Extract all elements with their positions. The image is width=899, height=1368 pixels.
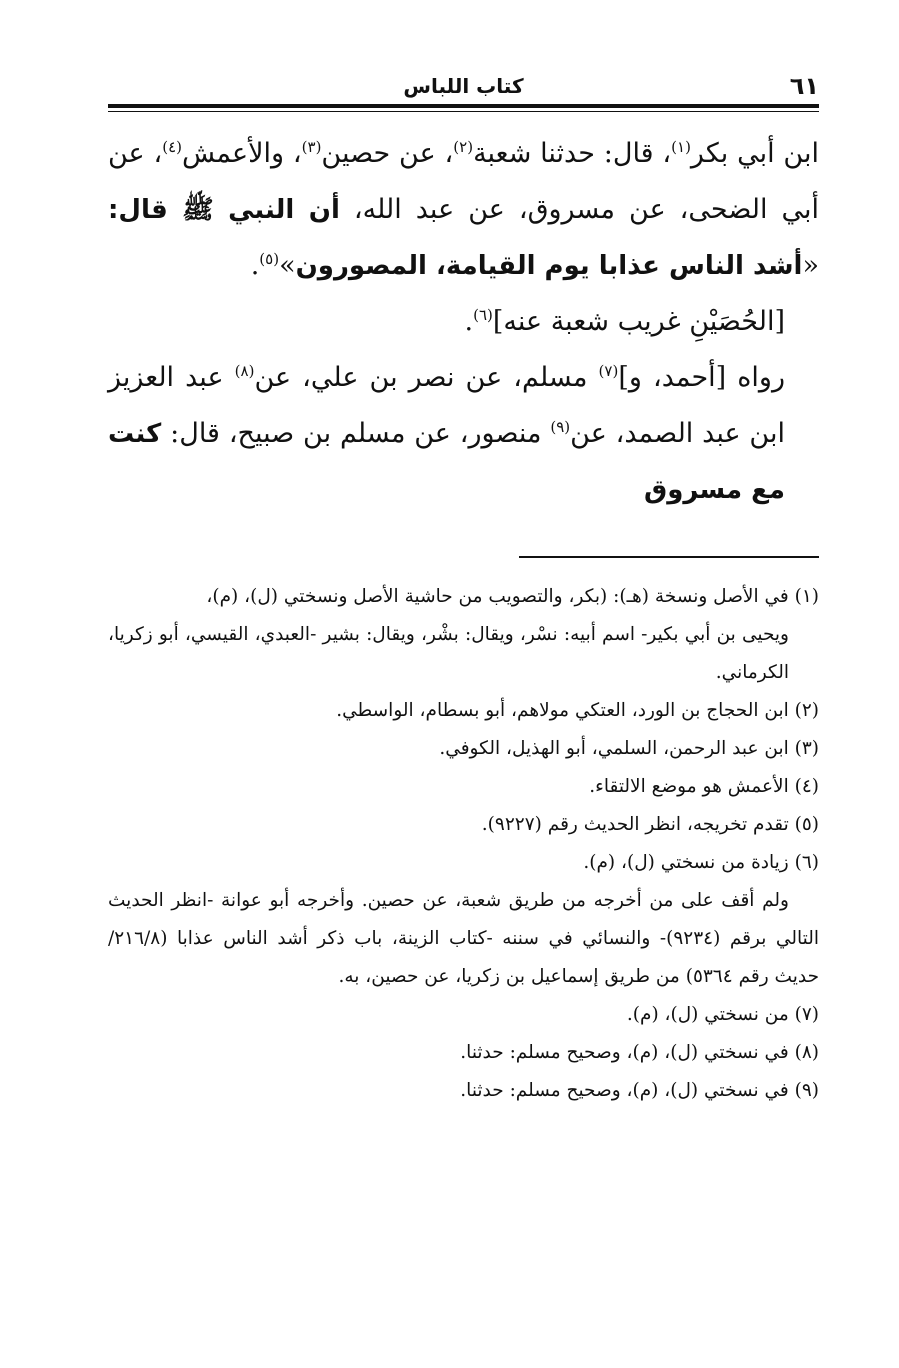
text-run: » <box>279 250 296 281</box>
footnote-8: (٨) في نسختي (ل)، (م)، وصحيح مسلم: حدثنا. <box>460 1042 819 1063</box>
text-run: [الحُصَيْنِ غريب شعبة عنه] <box>492 306 785 337</box>
hadith-paragraph <box>108 126 819 294</box>
text-run: عبد العزيز ابن عبد الصمد، عن <box>108 362 785 449</box>
text-run: رواه [أحمد، و] <box>618 362 785 393</box>
bold-phrase: أن النبي ﷺ قال: <box>108 195 340 225</box>
running-title: كتاب اللباس <box>403 74 524 98</box>
text-run: « <box>802 250 819 281</box>
page-header <box>108 72 819 102</box>
text-run: ، عن حصين <box>321 138 454 169</box>
footnote-ref-3[interactable]: (٣) <box>301 138 322 156</box>
text-run: منصور، عن مسلم بن صبيح، قال: <box>161 418 551 449</box>
footnote-7: (٧) من نسختي (ل)، (م). <box>626 1004 819 1025</box>
footnote-5: (٥) تقدم تخريجه، انظر الحديث رقم (٩٢٢٧). <box>481 814 819 835</box>
footnote-ref-6[interactable]: (٦) <box>473 306 493 324</box>
text-run: ابن أبي بكر <box>690 138 819 169</box>
footnote-2: (٢) ابن الحجاج بن الورد، العتكي مولاهم، أبو بسطام، الواسطي. <box>336 700 819 721</box>
main-text <box>108 126 819 518</box>
footnote-ref-4[interactable]: (٤) <box>162 138 182 156</box>
text-run: ، عن أبي الضحى، عن مسروق، عن عبد الله، <box>108 138 819 225</box>
footnotes <box>108 578 819 1110</box>
footnote-1: (١) في الأصل ونسخة (هـ): (بكر، والتصويب من حاشية الأصل ونسختي (ل)، (م)، <box>206 586 819 607</box>
text-run: . <box>250 250 260 281</box>
footnote-separator <box>519 556 819 558</box>
bold-phrase: كنت مع مسروق <box>108 419 785 505</box>
header-rule-thick <box>108 104 819 108</box>
footnote-ref-9[interactable]: (٩) <box>550 418 571 436</box>
book-page <box>108 72 819 1368</box>
footnote-ref-1[interactable]: (١) <box>671 138 691 156</box>
text-run: ، قال: حدثنا شعبة <box>473 138 672 169</box>
text-run: . <box>464 306 474 337</box>
footnote-ref-2[interactable]: (٢) <box>453 138 474 156</box>
footnote-1-continued: ويحيى بن أبي بكير- اسم أبيه: نسْر، ويقال: بشْر، ويقال: بشير -العبدي، القيسي، أبو زكريا، الكرماني. <box>108 624 789 683</box>
bracket-note <box>108 294 819 350</box>
footnote-ref-5[interactable]: (٥) <box>259 250 280 268</box>
hadith-matn: أشد الناس عذابا يوم القيامة، المصورون <box>295 251 803 281</box>
footnote-3: (٣) ابن عبد الرحمن، السلمي، أبو الهذيل، الكوفي. <box>439 738 819 759</box>
footnote-9: (٩) في نسختي (ل)، (م)، وصحيح مسلم: حدثنا. <box>460 1080 819 1101</box>
footnote-4: (٤) الأعمش هو موضع الالتقاء. <box>589 776 819 797</box>
text-run: مسلم، عن نصر بن علي، عن <box>254 362 599 393</box>
footnote-ref-8[interactable]: (٨) <box>234 362 255 380</box>
header-rule-thin <box>108 111 819 112</box>
footnote-ref-7[interactable]: (٧) <box>598 362 619 380</box>
footnote-6-paragraph: ولم أقف على من أخرجه من طريق شعبة، عن حصين. وأخرجه أبو عوانة -انظر الحديث التالي برقم (٩٢٣٤)- والنسائي في سننه -كتاب الزينة، باب ذكر أشد الناس عذابا (٢١٦/٨/ حديث رقم ٥٣٦٤) من طريق إسماعيل بن زكريا، عن حصين، به. <box>108 890 819 987</box>
narration-paragraph <box>108 350 819 518</box>
footnote-6: (٦) زيادة من نسختي (ل)، (م). <box>583 852 819 873</box>
text-run: ، والأعمش <box>182 138 302 169</box>
page-number: ٦١ <box>789 72 819 100</box>
